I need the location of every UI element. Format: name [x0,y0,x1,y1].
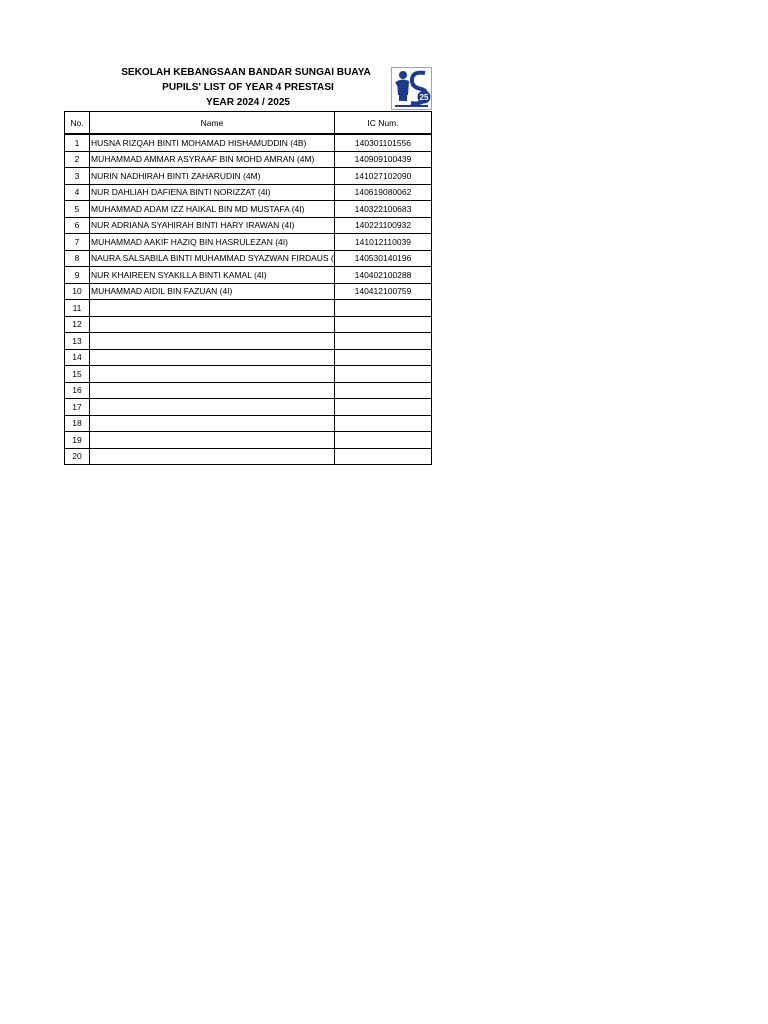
row-number-cell[interactable]: 14 [65,349,90,366]
school-name: SEKOLAH KEBANGSAAN BANDAR SUNGAI BUAYA [121,66,371,78]
pupil-name-cell[interactable]: MUHAMMAD ADAM IZZ HAIKAL BIN MD MUSTAFA (4I) [90,201,335,218]
ic-number-cell[interactable]: 140412100759 [335,283,432,300]
pupil-name-cell[interactable] [90,349,335,366]
ic-number-cell[interactable]: 140301101556 [335,134,432,151]
table-row [65,333,432,350]
ic-number-cell[interactable]: 140322100683 [335,201,432,218]
pupil-name-cell[interactable]: NURIN NADHIRAH BINTI ZAHARUDIN (4M) [90,168,335,185]
row-number-cell[interactable]: 10 [65,283,90,300]
row-number-cell[interactable]: 7 [65,234,90,251]
pupil-name-cell[interactable]: NUR ADRIANA SYAHIRAH BINTI HARY IRAWAN (4I) [90,217,335,234]
ic-number-cell[interactable] [335,316,432,333]
table-row [65,217,432,234]
row-number-cell[interactable]: 9 [65,267,90,284]
row-number-cell[interactable]: 19 [65,432,90,449]
table-row [65,366,432,383]
ic-number-cell[interactable]: 140619080062 [335,184,432,201]
pupil-name-cell[interactable]: HUSNA RIZQAH BINTI MOHAMAD HISHAMUDDIN (4B) [90,134,335,151]
document-header [64,64,432,112]
logo-text: 25 [419,93,429,102]
table-row [65,399,432,416]
pupil-name-cell[interactable] [90,300,335,317]
ic-number-cell[interactable] [335,300,432,317]
table-body [65,134,432,465]
row-number-cell[interactable]: 12 [65,316,90,333]
list-title: PUPILS' LIST OF YEAR 4 PRESTASI [162,81,334,93]
pupil-name-cell[interactable]: NUR KHAIREEN SYAKILLA BINTI KAMAL (4I) [90,267,335,284]
academic-year: YEAR 2024 / 2025 [205,96,291,108]
table-row [65,250,432,267]
table-row [65,201,432,218]
pupil-name-cell[interactable] [90,366,335,383]
pupil-name-cell[interactable]: MUHAMMAD AIDIL BIN FAZUAN (4I) [90,283,335,300]
ic-number-cell[interactable]: 141027102090 [335,168,432,185]
row-number-cell[interactable]: 3 [65,168,90,185]
pupil-name-cell[interactable] [90,399,335,416]
ic-number-cell[interactable]: 140909100439 [335,151,432,168]
table-row [65,134,432,151]
pupil-name-cell[interactable] [90,432,335,449]
ic-number-cell[interactable] [335,366,432,383]
ic-number-cell[interactable]: 140221100932 [335,217,432,234]
table-row [65,349,432,366]
column-header-no: No. [65,112,90,135]
row-number-cell[interactable]: 4 [65,184,90,201]
pupil-name-cell[interactable]: MUHAMMAD AAKIF HAZIQ BIN HASRULEZAN (4I) [90,234,335,251]
table-header-row [65,112,432,135]
ic-number-cell[interactable]: 141012110039 [335,234,432,251]
table-row [65,267,432,284]
pupil-name-cell[interactable] [90,333,335,350]
table-row [65,234,432,251]
row-number-cell[interactable]: 20 [65,448,90,465]
pupil-name-cell[interactable] [90,415,335,432]
row-number-cell[interactable]: 8 [65,250,90,267]
pupil-name-cell[interactable] [90,448,335,465]
ic-number-cell[interactable] [335,333,432,350]
row-number-cell[interactable]: 5 [65,201,90,218]
table-row [65,432,432,449]
ic-number-cell[interactable]: 140402100288 [335,267,432,284]
table-row [65,151,432,168]
ic-number-cell[interactable] [335,448,432,465]
ic-number-cell[interactable] [335,399,432,416]
row-number-cell[interactable]: 1 [65,134,90,151]
table-row [65,415,432,432]
row-number-cell[interactable]: 13 [65,333,90,350]
table-row [65,168,432,185]
ic-number-cell[interactable] [335,382,432,399]
ic-number-cell[interactable] [335,432,432,449]
pupil-name-cell[interactable]: MUHAMMAD AMMAR ASYRAAF BIN MOHD AMRAN (4M) [90,151,335,168]
pupils-table [64,111,432,465]
row-number-cell[interactable]: 2 [65,151,90,168]
pupil-name-cell[interactable] [90,316,335,333]
table-row [65,448,432,465]
row-number-cell[interactable]: 17 [65,399,90,416]
ic-number-cell[interactable] [335,349,432,366]
ic-number-cell[interactable] [335,415,432,432]
row-number-cell[interactable]: 18 [65,415,90,432]
pupil-name-cell[interactable]: NUR DAHLIAH DAFIENA BINTI NORIZZAT (4I) [90,184,335,201]
school-crest-logo-icon [391,67,432,110]
table-row [65,382,432,399]
row-number-cell[interactable]: 16 [65,382,90,399]
column-header-name: Name [90,112,335,135]
pupil-name-cell[interactable]: NAURA SALSABILA BINTI MUHAMMAD SYAZWAN FIRDAUS ( [90,250,335,267]
row-number-cell[interactable]: 11 [65,300,90,317]
title-block [64,65,432,110]
row-number-cell[interactable]: 6 [65,217,90,234]
table-row [65,316,432,333]
table-row [65,300,432,317]
ic-number-cell[interactable]: 140530140196 [335,250,432,267]
column-header-ic: IC Num. [335,112,432,135]
row-number-cell[interactable]: 15 [65,366,90,383]
table-row [65,283,432,300]
pupil-name-cell[interactable] [90,382,335,399]
table-row [65,184,432,201]
